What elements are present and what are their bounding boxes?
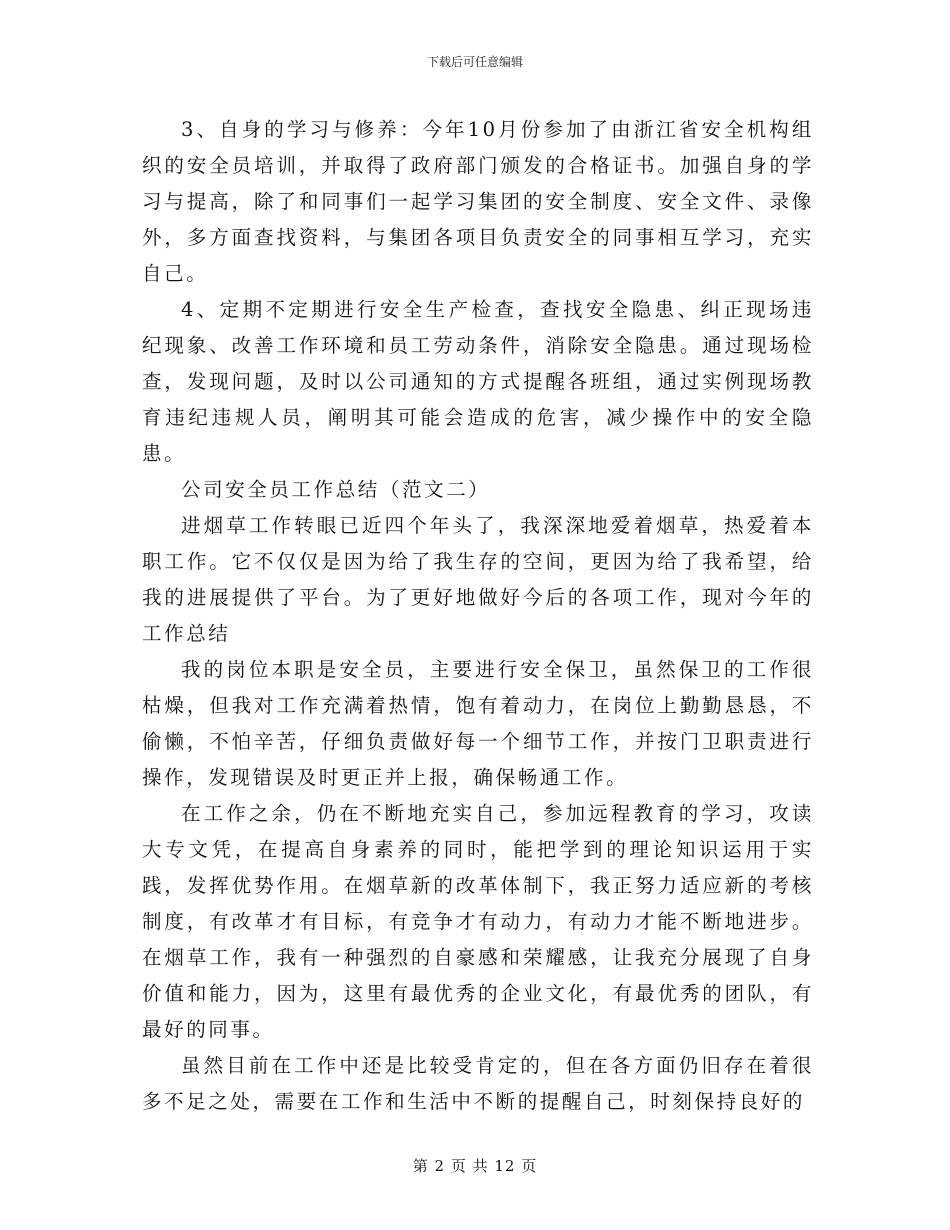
- paragraph-job-duty: 我的岗位本职是安全员，主要进行安全保卫，虽然保卫的工作很枯燥，但我对工作充满着热情，饱有着动力，在岗位上勤勤恳恳，不偷懒，不怕辛苦，仔细负责做好每一个细节工作，并按门卫职责进行操作，发现错误及时更正并上报，确保畅通工作。: [142, 658, 814, 789]
- page-header: 下载后可任意编辑: [426, 55, 523, 69]
- document-body: [142, 112, 814, 1120]
- page-number-footer: 第 2 页 共 12 页: [412, 1157, 538, 1175]
- paragraph-intro: 进烟草工作转眼已近四个年头了，我深深地爱着烟草，热爱着本职工作。它不仅仅是因为给了我生存的空间，更因为给了我希望，给我的进展提供了平台。为了更好地做好今后的各项工作，现对今年的工作总结: [142, 514, 814, 645]
- paragraph-safety-inspection: 4、定期不定期进行安全生产检查，查找安全隐患、纠正现场违纪现象、改善工作环境和员工劳动条件，消除安全隐患。通过现场检查，发现问题，及时以公司通知的方式提醒各班组，通过实例现场教育违纪违规人员，阐明其可能会造成的危害，减少操作中的安全隐患。: [142, 298, 814, 465]
- paragraph-safety-study: 3、自身的学习与修养：今年10月份参加了由浙江省安全机构组织的安全员培训，并取得了政府部门颁发的合格证书。加强自身的学习与提高，除了和同事们一起学习集团的安全制度、安全文件、录像外，多方面查找资料，与集团各项目负责安全的同事相互学习，充实自己。: [142, 118, 814, 285]
- section-heading-sample-two: 公司安全员工作总结（范文二）: [181, 478, 491, 501]
- paragraph-shortcomings: 虽然目前在工作中还是比较受肯定的，但在各方面仍旧存在着很多不足之处，需要在工作和生活中不断的提醒自己，时刻保持良好的: [142, 1054, 814, 1113]
- paragraph-self-improvement: 在工作之余，仍在不断地充实自己，参加远程教育的学习，攻读大专文凭，在提高自身素养的同时，能把学到的理论知识运用于实践，发挥优势作用。在烟草新的改革体制下，我正努力适应新的考核制度，有改革才有目标，有竞争才有动力，有动力才能不断地进步。在烟草工作，我有一种强烈的自豪感和荣耀感，让我充分展现了自身价值和能力，因为，这里有最优秀的企业文化，有最优秀的团队，有最好的同事。: [142, 802, 814, 1041]
